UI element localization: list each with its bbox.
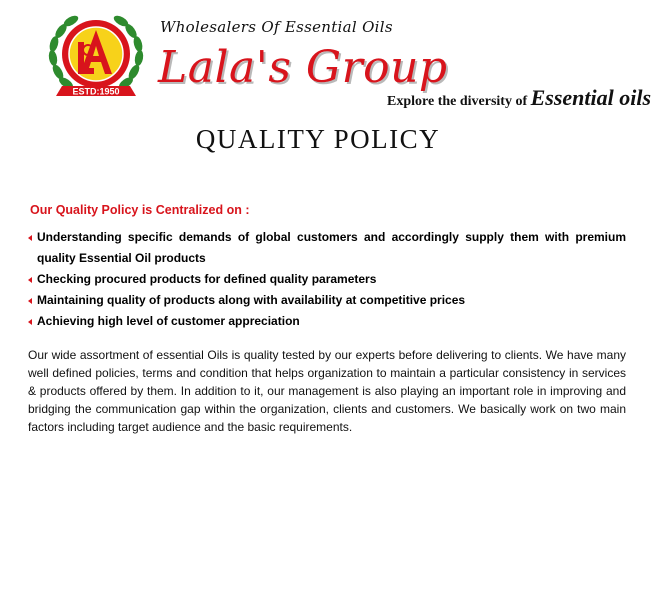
list-item <box>28 290 626 311</box>
wholesalers-text: Wholesalers Of Essential Oils <box>160 18 393 36</box>
bullet-icon <box>28 235 32 241</box>
page-title: QUALITY POLICY <box>195 124 441 154</box>
tagline-script: Essential oils <box>530 85 652 110</box>
section-heading: Our Quality Policy is Centralized on : <box>30 203 250 217</box>
policy-list <box>28 227 626 332</box>
list-item-text: Checking procured products for defined quality parameters <box>37 272 377 286</box>
tagline-prefix: Explore the diversity of <box>387 94 528 109</box>
description-paragraph: Our wide assortment of essential Oils is quality tested by our experts before delivering to clients. We have many well defined policies, terms and condition that helps organization to maintain a particular consistency in services & products offered by them. In addition to it, our management is also playing an important role in improving and bridging the communication gap within the organization, clients and customers. We basically work on two main factors including target audience and the basic requirements. <box>28 348 626 434</box>
list-item-text: Understanding specific demands of global customers and accordingly supply them with premium quality Essential Oil products <box>37 230 626 265</box>
company-logo[interactable] <box>44 12 148 104</box>
list-item <box>28 269 626 290</box>
site-header <box>0 0 656 118</box>
tagline <box>387 85 651 111</box>
main-content <box>28 203 626 436</box>
list-item <box>28 227 626 269</box>
list-item-text: Maintaining quality of products along with availability at competitive prices <box>37 293 466 307</box>
list-item-text: Achieving high level of customer appreciation <box>37 314 300 328</box>
logo-badge-text: ESTD:1950 <box>72 86 120 97</box>
brand-name[interactable]: Lala's Group <box>158 42 448 93</box>
bullet-icon <box>28 277 32 283</box>
bullet-icon <box>28 298 32 304</box>
list-item <box>28 311 626 332</box>
bullet-icon <box>28 319 32 325</box>
